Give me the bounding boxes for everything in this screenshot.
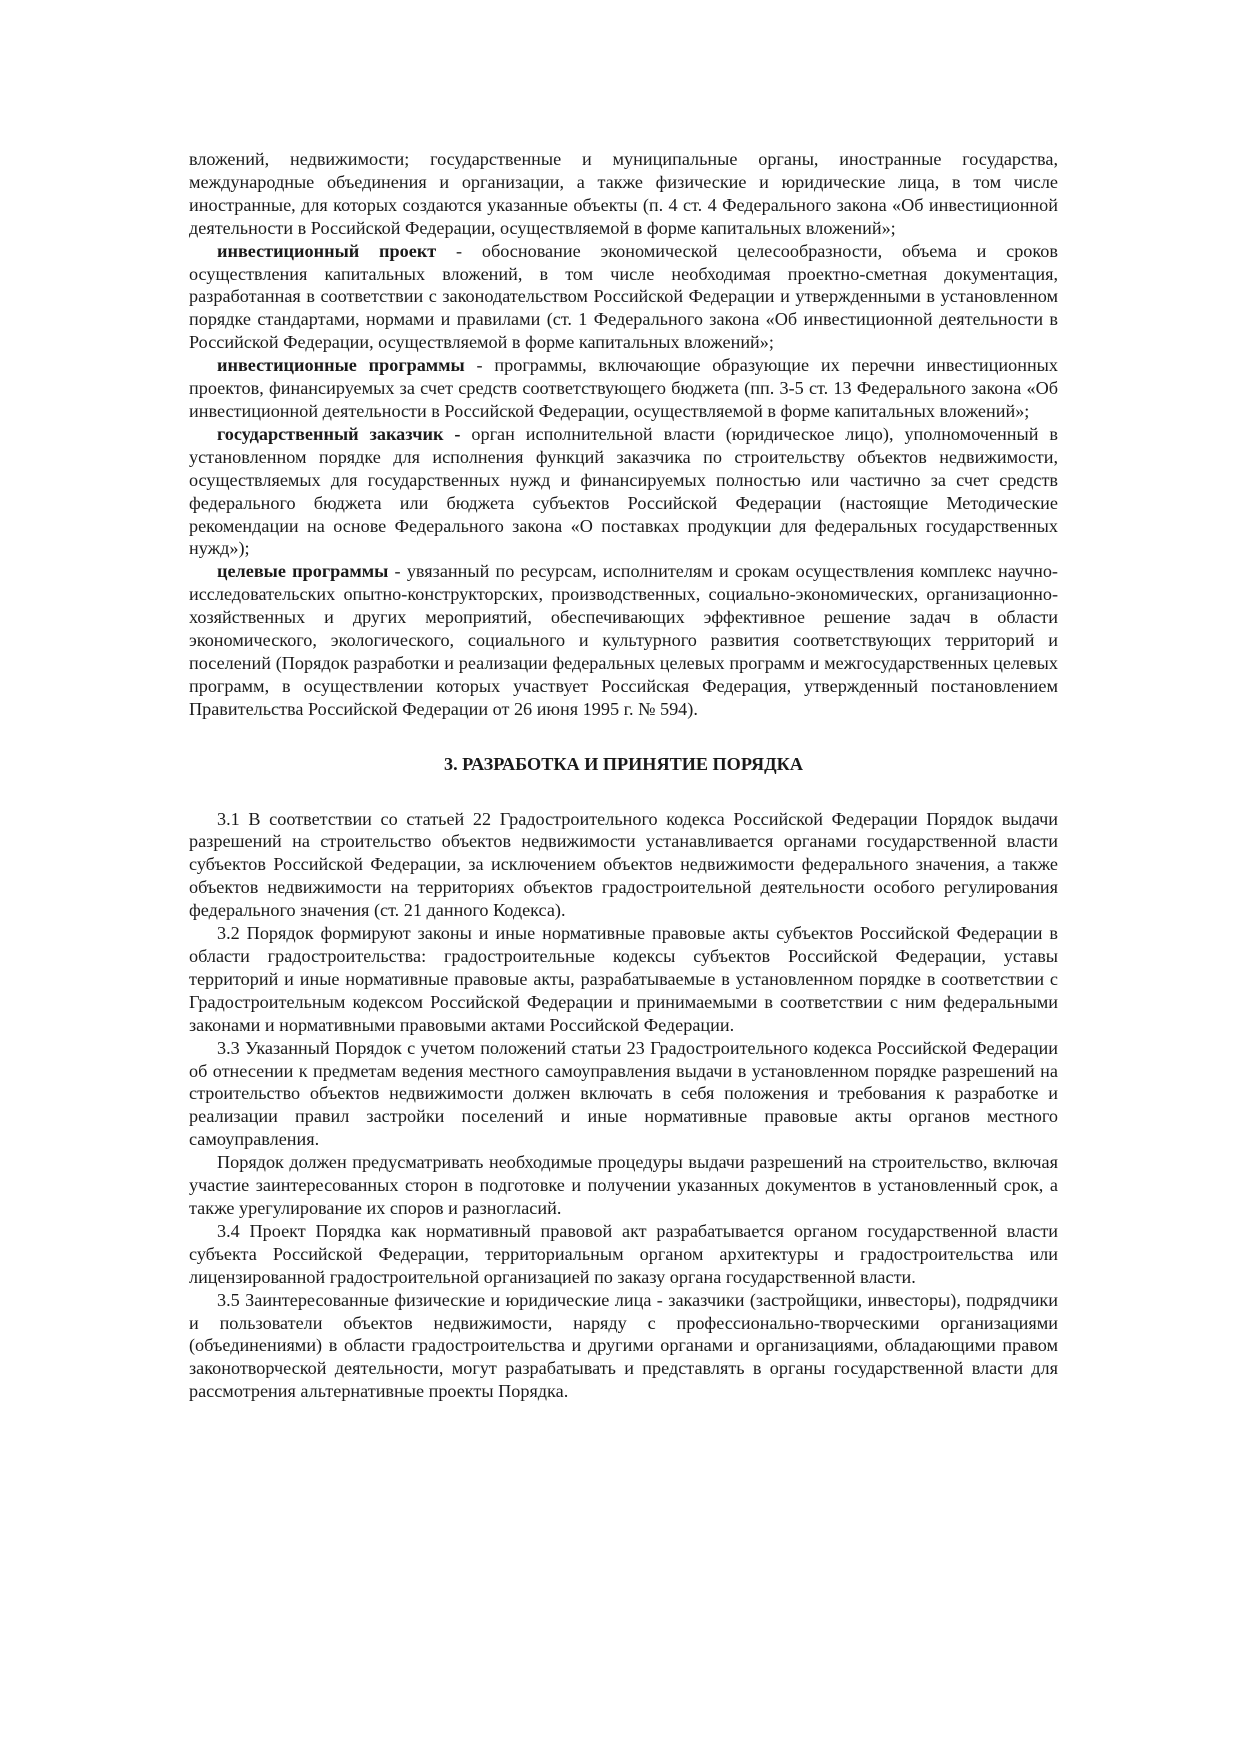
definition-term: инвестиционный проект [217, 240, 437, 261]
definition-text: - увязанный по ресурсам, исполнителям и срокам осуществления комплекс научно-исследовательских опытно-конструкторских, производственных, социально-экономических, организационно-хозяйственных и других мероприятий, обеспечивающих эффективное решение задач в области экономического, экологического, социального и культурного развития соответствующих территорий и поселений (Порядок разработки и реализации федеральных целевых программ и межгосударственных целевых программ, в осуществлении которых участвует Российская Федерация, утвержденный постановлением Правительства Российской Федерации от 26 июня 1995 г. № 594). [189, 561, 1058, 719]
definition-term: государственный заказчик - [217, 423, 461, 444]
definition-text: - обоснование экономической целесообразности, объема и сроков осуществления капитальных вложений, в том числе необходимая проектно-сметная документация, разработанная в соответствии с законодательством Российской Федерации и утвержденными в установленном порядке стандартами, нормами и правилами (ст. 1 Федерального закона «Об инвестиционной деятельности в Российской Федерации, осуществляемой в форме капитальных вложений»; [189, 240, 1058, 353]
paragraph-procedures: Порядок должен предусматривать необходимые процедуры выдачи разрешений на строительство, включая участие заинтересованных сторон в подготовке и получении указанных документов в установленный срок, а также урегулирование их споров и разногласий. [189, 1152, 1058, 1218]
definition-term: инвестиционные программы [217, 355, 465, 376]
definition-text: вложений, недвижимости; государственные и муниципальные органы, иностранные государства, международные объединения и организации, а также физические и юридические лица, в том числе иностранные, для которых создаются указанные объекты (п. 4 ст. 4 Федерального закона «Об инвестиционной деятельности в Российской Федерации, осуществляемой в форме капитальных вложений»; [189, 149, 1058, 238]
paragraph-3-2: 3.2 Порядок формируют законы и иные нормативные правовые акты субъектов Российской Федерации в области градостроительства: градостроительные кодексы субъектов Российской Федерации, уставы территорий и иные нормативные правовые акты, разрабатываемые в установленном порядке в соответствии с Градостроительным кодексом Российской Федерации и принимаемыми в соответствии с ним федеральными законами и нормативными правовыми актами Российской Федерации. [189, 923, 1058, 1035]
definition-text: - программы, включающие образующие их перечни инвестиционных проектов, финансируемых за счет средств соответствующего бюджета (пп. 3-5 ст. 13 Федерального закона «Об инвестиционной деятельности в Российской Федерации, осуществляемой в форме капитальных вложений»; [189, 355, 1058, 421]
paragraph-3-4: 3.4 Проект Порядка как нормативный правовой акт разрабатывается органом государственной власти субъекта Российской Федерации, территориальным органом архитектуры и градостроительства или лицензированной градостроительной организацией по заказу органа государственной власти. [189, 1220, 1058, 1287]
definition-continuation [189, 148, 1058, 240]
paragraph-3-5: 3.5 Заинтересованные физические и юридические лица - заказчики (застройщики, инвесторы), подрядчики и пользователи объектов недвижимости, наряду с профессионально-творческими организациями (объединениями) в области градостроительства и другими органами и организациями, обладающими правом законотворческой деятельности, могут разрабатывать и представлять в органы государственной власти для рассмотрения альтернативные проекты Порядка. [189, 1289, 1058, 1402]
definition-investment-programs [189, 354, 1058, 423]
definition-investment-project [189, 240, 1058, 355]
document-body [189, 148, 1058, 1403]
definition-state-customer [189, 423, 1058, 560]
definition-text: орган исполнительной власти (юридическое лицо), уполномоченный в установленном порядке для исполнения функций заказчика по строительству объектов недвижимости, осуществляемых для государственных нужд и финансируемых полностью или частично за счет средств федерального бюджета или бюджета субъектов Российской Федерации (настоящие Методические рекомендации на основе Федерального закона «О поставках продукции для федеральных государственных нужд»); [189, 423, 1058, 559]
definition-target-programs [189, 560, 1058, 720]
paragraph-3-1: 3.1 В соответствии со статьей 22 Градостроительного кодекса Российской Федерации Порядок выдачи разрешений на строительство объектов недвижимости устанавливается органами государственной власти субъектов Российской Федерации, за исключением объектов недвижимости федерального значения, а также объектов недвижимости на территориях объектов градостроительной деятельности особого регулирования федерального значения (ст. 21 данного Кодекса). [189, 808, 1058, 921]
section-heading: 3. РАЗРАБОТКА И ПРИНЯТИЕ ПОРЯДКА [443, 753, 803, 774]
paragraph-3-3: 3.3 Указанный Порядок с учетом положений статьи 23 Градостроительного кодекса Российской Федерации об отнесении к предметам ведения местного самоуправления выдачи в установленном порядке разрешений на строительство объектов недвижимости должен включать в себя положения и требования к разработке и реализации правил застройки поселений и иные нормативные правовые акты органов местного самоуправления. [189, 1037, 1058, 1150]
definition-term: целевые программы [217, 561, 389, 582]
